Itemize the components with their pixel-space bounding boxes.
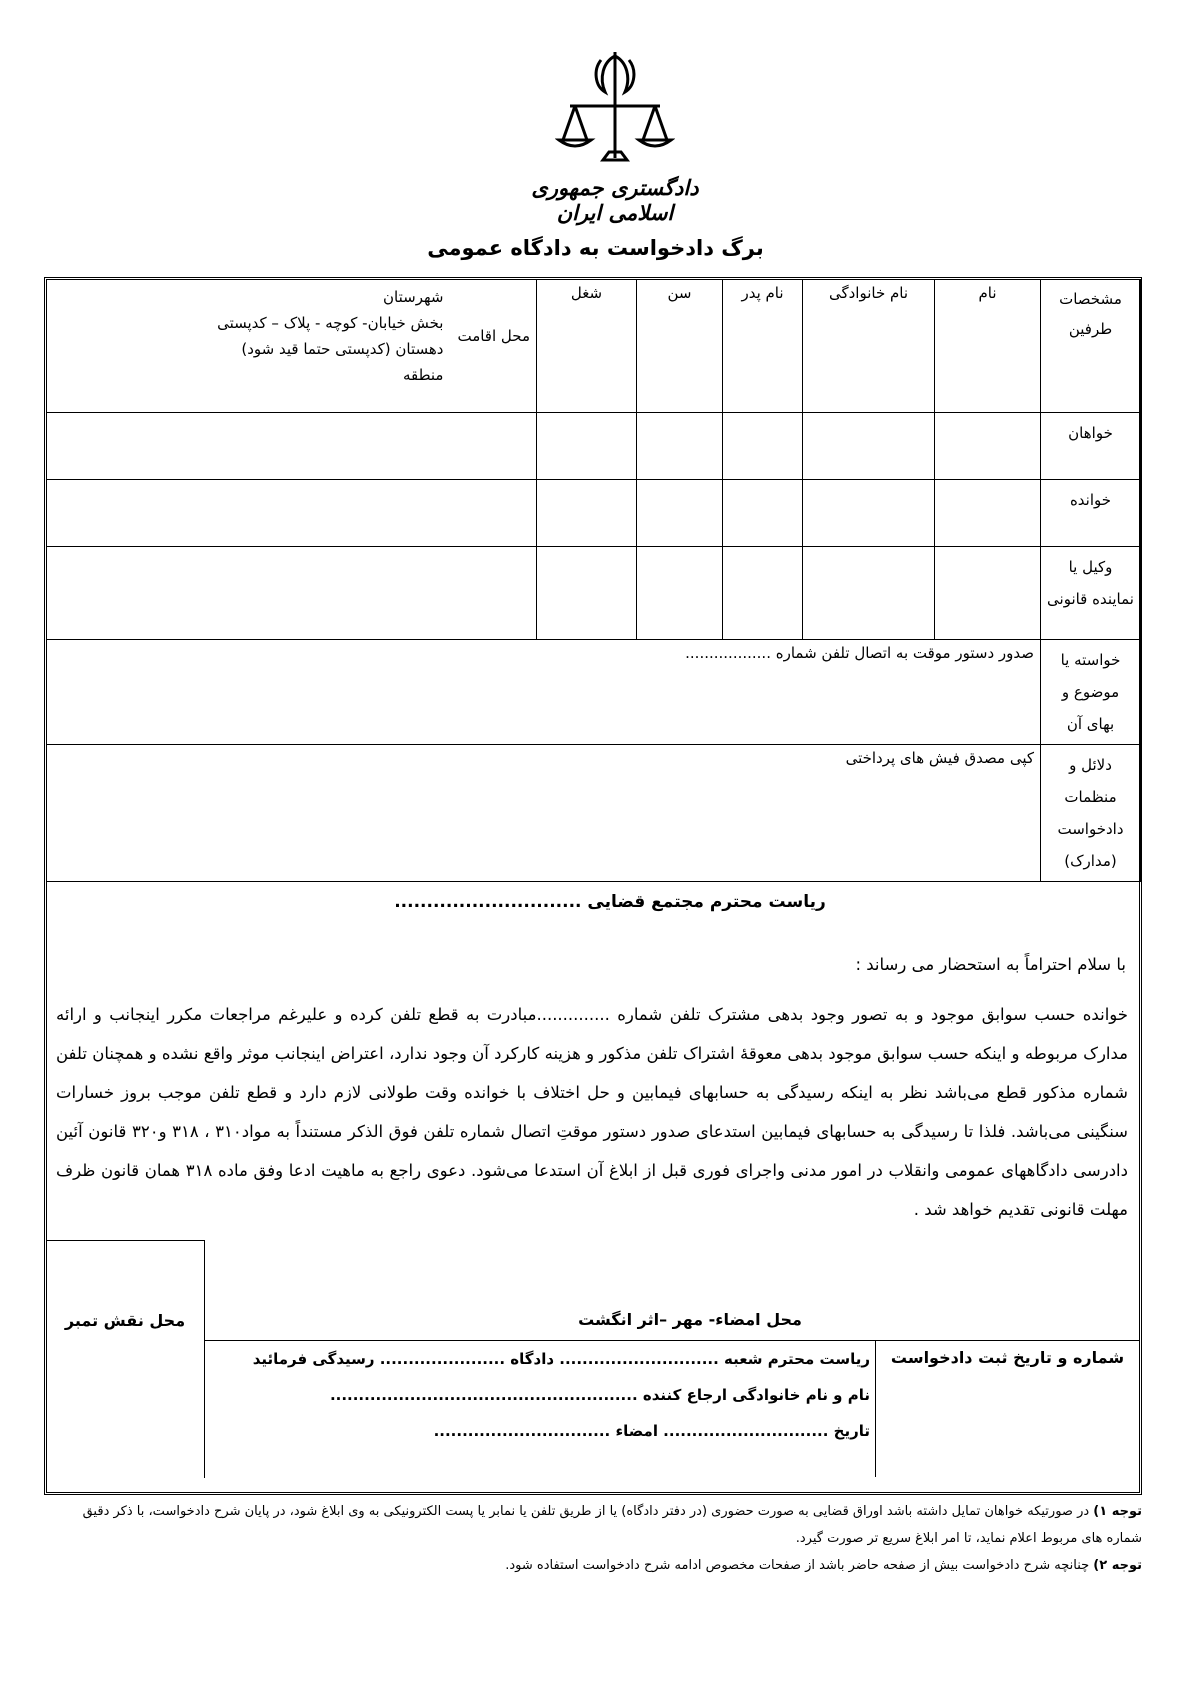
defendant-last-name[interactable] xyxy=(803,480,935,547)
registration-divider xyxy=(875,1340,876,1477)
col-residence xyxy=(47,280,537,413)
registration: شماره و تاریخ ثبت دادخواست xyxy=(890,1348,1125,1367)
attorney-age[interactable] xyxy=(637,547,723,640)
attorney-residence[interactable] xyxy=(47,547,537,640)
col-parties: مشخصات طرفین xyxy=(1041,280,1141,413)
plaintiff-age[interactable] xyxy=(637,413,723,480)
row-defendant: خوانده xyxy=(1041,480,1141,547)
row-attorney: وکیل یا نماینده قانونی xyxy=(1041,547,1141,640)
stamp-place: محل نقش تمبر xyxy=(64,1311,186,1330)
form-title: برگ دادخواست به دادگاه عمومی xyxy=(427,236,764,260)
row-evidence: دلائل و منظمات دادخواست (مدارک) xyxy=(1041,745,1141,882)
plaintiff-job[interactable] xyxy=(537,413,637,480)
branch-line[interactable]: ریاست محترم شعبه ............................ دادگاه ...................... رسیدگی فرمائید xyxy=(252,1350,870,1368)
greeting: با سلام احتراماً به استحضار می رساند : xyxy=(855,955,1126,974)
residence-line4: منطقه xyxy=(402,366,444,384)
judiciary-emblem-icon xyxy=(555,48,675,178)
date-line[interactable]: تاریخ ............................. امضاء ............................... xyxy=(433,1422,870,1440)
col-age: سن xyxy=(637,280,723,413)
notes xyxy=(52,1498,1142,1579)
defendant-first-name[interactable] xyxy=(935,480,1041,547)
plaintiff-father-name[interactable] xyxy=(723,413,803,480)
addressee: ریاست محترم مجتمع قضایی ............................. xyxy=(394,892,826,912)
note1-title: توجه ۱) xyxy=(1093,1504,1142,1519)
referrer-line[interactable]: نام و نام خانوادگی ارجاع کننده ...................................................... xyxy=(329,1386,870,1404)
petition-body[interactable]: خوانده حسب سوابق موجود و به تصور وجود بدهی مشترک تلفن شماره ..............مبادرت به قطع تلفن کرده و علیرغم مراجعات مکرر اینجانب و ارائه مدارک مربوطه و اینکه حسب سوابق موجود بدهی معوقهٔ اشتراک تلفن مذکور و هزینه کارکرد آن وجود ندارد، اعتراض اینجانب موثر واقع نشده و همچنان تلفن شماره مذکور قطع می‌باشد نظر به اینکه رسیدگی به حسابهای فیمابین و حل اختلاف با خوانده وقت طولانی لازم دارد و قطع تلفن موجب بروز خسارات سنگینی می‌باشد. فلذا تا رسیدگی به حسابهای فیمابین استدعای صدور دستور موقتِ اتصال شماره تلفن فوق الذکر مستنداً به مواد۳۱۰ ، ۳۱۸ و۳۲۰ قانون آئین دادرسی دادگاههای عمومی وانقلاب در امور مدنی واجرای فوری قبل از ابلاغ آن استدعا می‌شود. دعوی راجع به ماهیت ادعا وفق ماده ۳۱۸ همان قانون ظرف مهلت قانونی تقدیم خواهد شد . xyxy=(56,1005,1129,1219)
col-father-name: نام پدر xyxy=(723,280,803,413)
plaintiff-residence[interactable] xyxy=(47,413,537,480)
defendant-job[interactable] xyxy=(537,480,637,547)
request-value[interactable]: صدور دستور موقت به اتصال تلفن شماره .................. xyxy=(47,640,1041,745)
defendant-residence[interactable] xyxy=(47,480,537,547)
residence-line1: شهرستان xyxy=(383,288,444,306)
defendant-age[interactable] xyxy=(637,480,723,547)
residence-line2: بخش خیابان- کوچه - پلاک – کدپستی xyxy=(217,314,444,332)
signature-line xyxy=(204,1340,1140,1341)
org-name: دادگستری جمهوری اسلامی ایران xyxy=(531,175,699,225)
residence-label: محل اقامت xyxy=(457,327,530,345)
evidence-value[interactable]: کپی مصدق فیش های پرداختی xyxy=(47,745,1041,882)
stamp-box xyxy=(46,1240,205,1478)
attorney-father-name[interactable] xyxy=(723,547,803,640)
row-request: خواسته یا موضوع و بهای آن xyxy=(1041,640,1141,745)
row-plaintiff: خواهان xyxy=(1041,413,1141,480)
col-job: شغل xyxy=(537,280,637,413)
signature-place: محل امضاء- مهر –اثر انگشت xyxy=(578,1310,802,1329)
residence-line3: دهستان (کدپستی حتما قید شود) xyxy=(241,340,444,358)
attorney-job[interactable] xyxy=(537,547,637,640)
parties-table xyxy=(46,279,1141,882)
defendant-father-name[interactable] xyxy=(723,480,803,547)
note1-text: در صورتیکه خواهان تمایل داشته باشد اوراق قضایی به صورت حضوری (در دفتر دادگاه) یا از طریق تلفن یا نمابر یا پست الکترونیکی به وی ابلاغ شود، در پایان شرح دادخواست، با ذکر دقیق شماره های مربوط اعلام نماید، تا امر ابلاغ سریع تر صورت گیرد. xyxy=(82,1504,1142,1546)
plaintiff-last-name[interactable] xyxy=(803,413,935,480)
attorney-last-name[interactable] xyxy=(803,547,935,640)
plaintiff-first-name[interactable] xyxy=(935,413,1041,480)
note2-text: چنانچه شرح دادخواست بیش از صفحه حاضر باشد از صفحات مخصوص ادامه شرح دادخواست استفاده شود. xyxy=(505,1558,1090,1573)
col-last-name: نام خانوادگی xyxy=(803,280,935,413)
note2-title: توجه ۲) xyxy=(1093,1558,1142,1573)
attorney-first-name[interactable] xyxy=(935,547,1041,640)
col-first-name: نام xyxy=(935,280,1041,413)
